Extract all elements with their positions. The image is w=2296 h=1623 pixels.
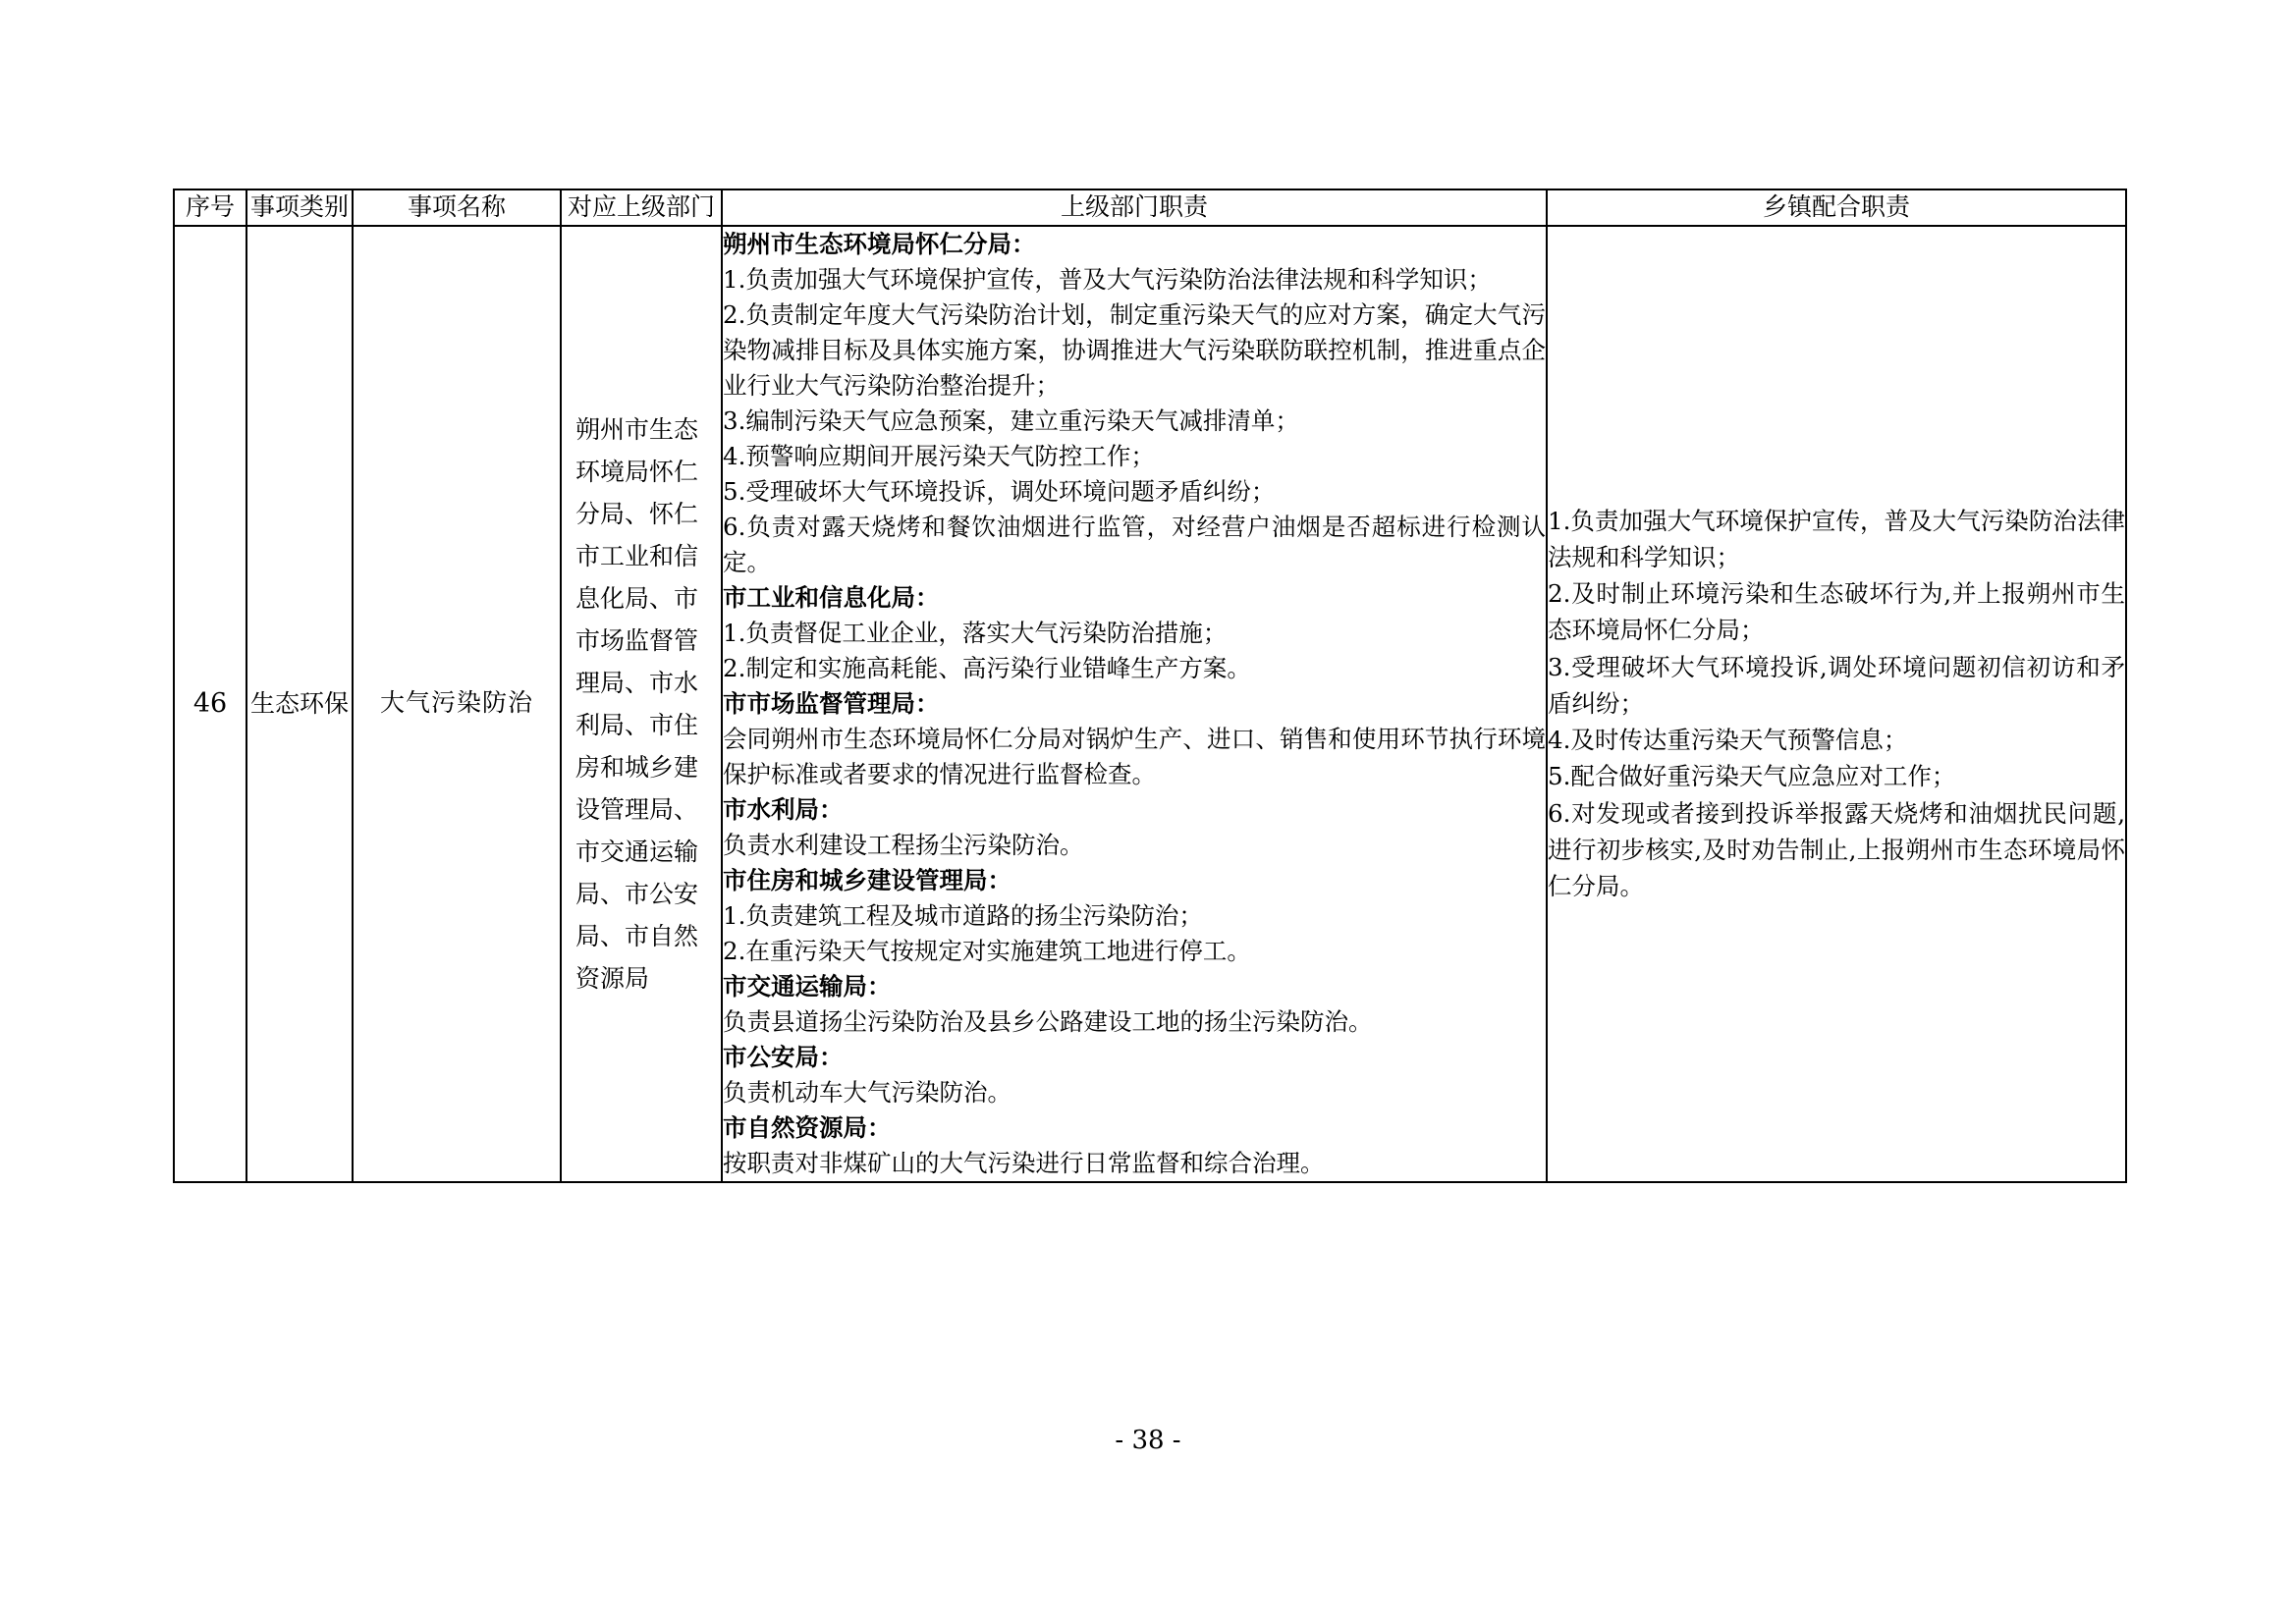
- upper-duty-line: 会同朔州市生态环境局怀仁分局对锅炉生产、进口、销售和使用环节执行环境保护标准或者要求的情况进行监督检查。: [723, 724, 1546, 788]
- upper-duty-line: 1.负责加强大气环境保护宣传，普及大气污染防治法律法规和科学知识；: [723, 264, 1492, 294]
- upper-duty-line: 市住房和城乡建设管理局：: [723, 865, 1011, 894]
- upper-duty-line: 3.编制污染天气应急预案，建立重污染天气减排清单；: [723, 406, 1299, 435]
- upper-duty-line: 按职责对非煤矿山的大气污染进行日常监督和综合治理。: [723, 1148, 1325, 1177]
- cell-category: [246, 226, 353, 1182]
- town-duty-line: 1.负责加强大气环境保护宣传，普及大气污染防治法律法规和科学知识；: [1548, 506, 2125, 571]
- table-header-row: [174, 189, 2126, 226]
- table-row: [174, 226, 2126, 1182]
- cell-item-name: [353, 226, 561, 1182]
- upper-duty-line: 4.预警响应期间开展污染天气防控工作；: [723, 441, 1155, 470]
- column-header-town-duties: 乡镇配合职责: [1547, 189, 2126, 226]
- cell-upper-department: [561, 226, 722, 1182]
- column-header-upper-duties: 上级部门职责: [722, 189, 1547, 226]
- upper-department-text: 朔州市生态环境局怀仁分局、怀仁市工业和信息化局、市市场监督管理局、市水利局、市住房和城乡建设管理局、市交通运输局、市公安局、市自然资源局: [575, 414, 699, 993]
- upper-duties-list: [723, 227, 1546, 1181]
- page-number: - 38 -: [1115, 1426, 1181, 1455]
- column-header-upper-department: 对应上级部门: [561, 189, 722, 226]
- upper-duty-line: 负责机动车大气污染防治。: [723, 1077, 1011, 1107]
- town-duties-list: [1548, 503, 2125, 905]
- town-duty-line: 2.及时制止环境污染和生态破坏行为,并上报朔州市生态环境局怀仁分局；: [1548, 579, 2125, 645]
- upper-duty-line: 2.负责制定年度大气污染防治计划，制定重污染天气的应对方案，确定大气污染物减排目标及具体实施方案，协调推进大气污染联防联控机制，推进重点企业行业大气污染防治整治提升；: [723, 299, 1546, 400]
- column-header-item-name: 事项名称: [353, 189, 561, 226]
- upper-duty-line: 市自然资源局：: [723, 1112, 892, 1142]
- upper-duty-line: 负责水利建设工程扬尘污染防治。: [723, 830, 1084, 859]
- upper-duty-line: 6.负责对露天烧烤和餐饮油烟进行监管，对经营户油烟是否超标进行检测认定。: [723, 512, 1546, 576]
- upper-duty-line: 1.负责督促工业企业，落实大气污染防治措施；: [723, 618, 1228, 647]
- upper-duty-line: 市市场监督管理局：: [723, 688, 940, 718]
- upper-duty-line: 市水利局：: [723, 794, 844, 824]
- upper-duty-line: 市工业和信息化局：: [723, 582, 940, 612]
- upper-duty-line: 5.受理破坏大气环境投诉，调处环境问题矛盾纠纷；: [723, 476, 1276, 506]
- item-name-text: 大气污染防治: [379, 688, 533, 718]
- column-header-sequence: 序号: [174, 189, 246, 226]
- upper-duty-line: 2.在重污染天气按规定对实施建筑工地进行停工。: [723, 936, 1251, 965]
- upper-duty-line: 朔州市生态环境局怀仁分局：: [723, 229, 1036, 258]
- column-header-category: 事项类别: [246, 189, 353, 226]
- town-duty-line: 4.及时传达重污染天气预警信息；: [1548, 726, 1908, 755]
- town-duty-line: 5.配合做好重污染天气应急应对工作；: [1548, 762, 1956, 791]
- town-duty-line: 3.受理破坏大气环境投诉,调处环境问题初信初访和矛盾纠纷；: [1548, 652, 2125, 718]
- category-text: 生态环保: [249, 688, 349, 718]
- cell-sequence: 46: [174, 226, 246, 1182]
- upper-duty-line: 负责县道扬尘污染防治及县乡公路建设工地的扬尘污染防治。: [723, 1006, 1373, 1036]
- town-duty-line: 6.对发现或者接到投诉举报露天烧烤和油烟扰民问题,进行初步核实,及时劝告制止,上报朔州市生态环境局怀仁分局。: [1548, 798, 2125, 901]
- upper-duty-line: 1.负责建筑工程及城市道路的扬尘污染防治；: [723, 900, 1203, 930]
- responsibility-table: [173, 189, 2127, 1183]
- upper-duty-line: 市公安局：: [723, 1042, 844, 1071]
- upper-duty-line: 市交通运输局：: [723, 971, 892, 1001]
- upper-duty-line: 2.制定和实施高耗能、高污染行业错峰生产方案。: [723, 653, 1251, 682]
- cell-upper-duties: [722, 226, 1547, 1182]
- cell-town-duties: [1547, 226, 2126, 1182]
